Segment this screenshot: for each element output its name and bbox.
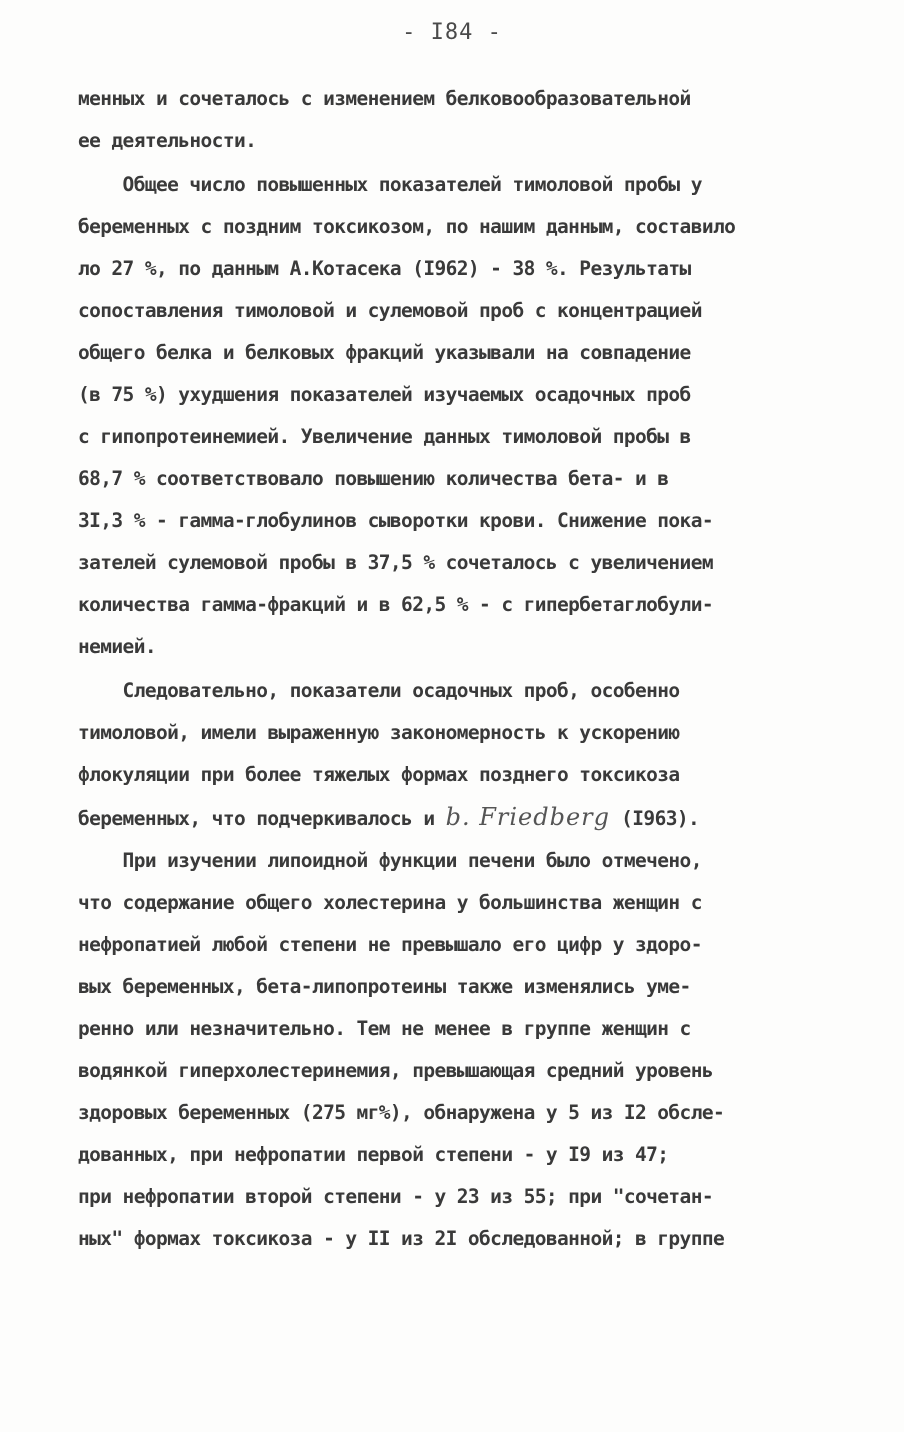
paragraph-4 [78,840,838,1260]
paragraph-2 [78,164,838,668]
text-line: что содержание общего холестерина у большинства женщин с [78,891,702,914]
text-line: флокуляции при более тяжелых формах позднего токсикоза [78,763,680,786]
handwritten-name: b. Friedberg [445,803,611,831]
text-line: нефропатией любой степени не превышало его цифр у здоро- [78,933,702,956]
text-line: ее деятельности. [78,129,257,152]
text-line: (в 75 %) ухудшения показателей изучаемых осадочных проб [78,383,691,406]
text-line: Следовательно, показатели осадочных проб, особенно [78,679,680,702]
text-line: ных" формах токсикоза - у II из 2I обследованной; в группе [78,1227,725,1250]
text-line: ло 27 %, по данным А.Котасека (I962) - 38 %. Результаты [78,257,691,280]
paragraph-3 [78,670,838,838]
text-line: ренно или незначительно. Тем не менее в группе женщин с [78,1017,691,1040]
text-line: с гипопротеинемией. Увеличение данных тимоловой пробы в [78,425,691,448]
text-line: немией. [78,635,156,658]
text-line: зателей сулемовой пробы в 37,5 % сочеталось с увеличением [78,551,713,574]
text-line: менных и сочеталось с изменением белковообразовательной [78,87,691,110]
text-line: 68,7 % соответствовало повышению количества бета- и в [78,467,669,490]
text-line: количества гамма-фракций и в 62,5 % - с гипербетаглобули- [78,593,713,616]
text-line: водянкой гиперхолестеринемия, превышающая средний уровень [78,1059,713,1082]
text-line: сопоставления тимоловой и сулемовой проб с концентрацией [78,299,702,322]
paragraph-1 [78,78,838,162]
text-line: тимоловой, имели выраженную закономерность к ускорению [78,721,680,744]
page-number: - I84 - [402,20,502,45]
text-line: общего белка и белковых фракций указывали на совпадение [78,341,691,364]
text-line: здоровых беременных (275 мг%), обнаружена у 5 из I2 обсле- [78,1101,725,1124]
citation-year: (I963). [621,807,700,830]
text-line: дованных, при нефропатии первой степени - у I9 из 47; [78,1143,669,1166]
text-line: при нефропатии второй степени - у 23 из 55; при "сочетан- [78,1185,713,1208]
text-line: При изучении липоидной функции печени было отмечено, [78,849,702,872]
text-line-with-handwriting [78,796,838,838]
text-line: 3I,3 % - гамма-глобулинов сыворотки крови. Снижение пока- [78,509,713,532]
text-line: беременных с поздним токсикозом, по нашим данным, составило [78,215,736,238]
text-line: беременных, что подчеркивалось и [78,807,435,830]
text-line: Общее число повышенных показателей тимоловой пробы у [78,173,702,196]
text-line: вых беременных, бета-липопротеины также изменялись уме- [78,975,691,998]
